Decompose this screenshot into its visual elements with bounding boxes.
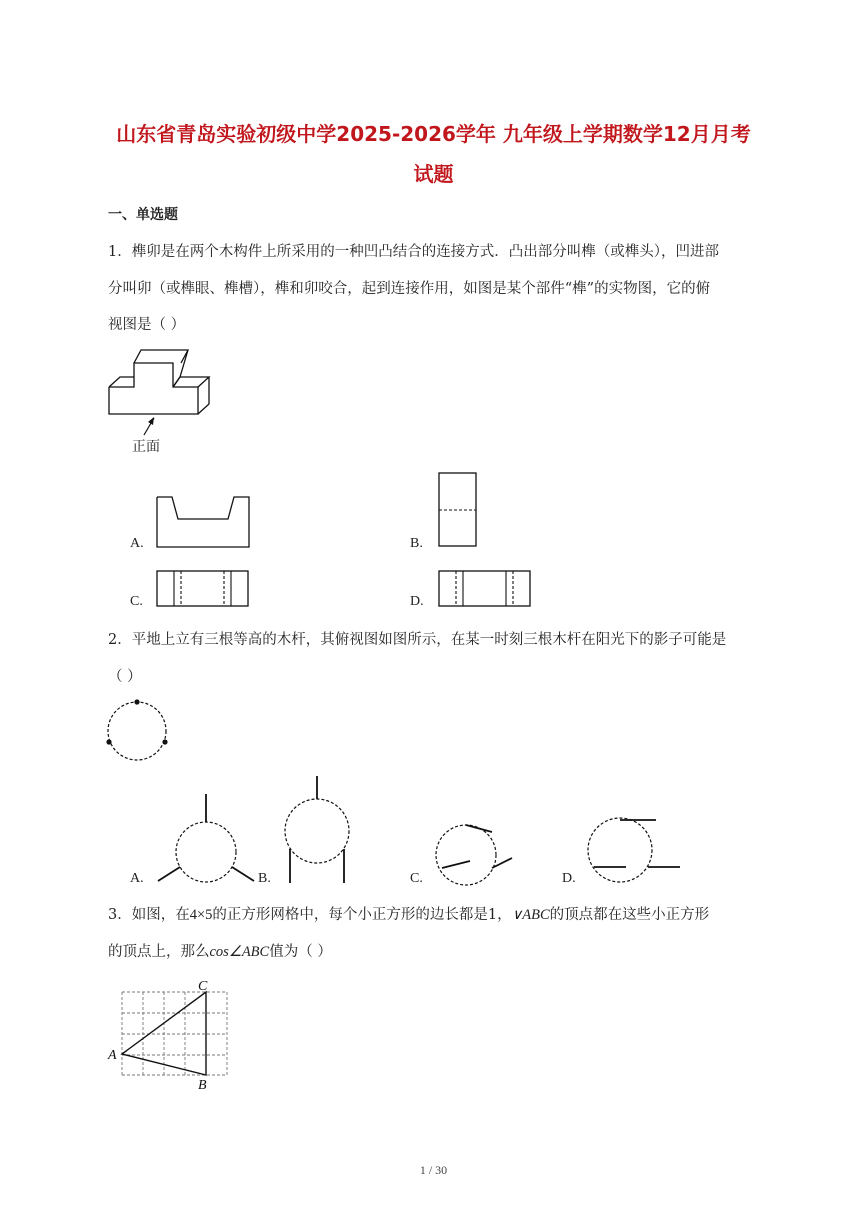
q1-option-c-label[interactable]: C.	[130, 594, 143, 609]
q1-option-b-figure	[438, 472, 478, 548]
q1-option-d-label[interactable]: D.	[410, 594, 424, 609]
q2-option-a-label[interactable]: A.	[130, 871, 144, 886]
q3-text-line2	[108, 940, 332, 961]
q3-grid-expression: 4×5	[189, 907, 213, 923]
q3-middle: 的正方形网格中，每个小正方形的边长都是1，	[212, 907, 512, 923]
q1-option-a-figure	[156, 496, 250, 548]
page-title-continued: 试题	[413, 162, 454, 186]
q2-option-c-label[interactable]: C.	[410, 871, 423, 886]
q1-figure-label: 正面	[132, 439, 160, 455]
q1-option-b-label[interactable]: B.	[410, 536, 423, 551]
page-number: 1 / 30	[419, 1163, 448, 1177]
q3-vertex-c: C	[198, 979, 208, 994]
q2-option-c-figure	[430, 815, 520, 889]
q3-line2-suffix: 值为（ ）	[269, 944, 332, 960]
q1-text-line2: 分叫卯（或榫眼、榫槽），榫和卯咬合，起到连接作用，如图是某个部件“榫”的实物图，它的俯	[108, 281, 711, 297]
q1-option-a-label[interactable]: A.	[130, 536, 144, 551]
q3-triangle-expression: ∨ABC	[511, 907, 550, 923]
q2-option-b-figure	[278, 772, 358, 886]
q2-text-line1: 2．平地上立有三根等高的木杆，其俯视图如图所示，在某一时刻三根木杆在阳光下的影子可能是	[108, 632, 727, 648]
q3-grid-figure	[104, 975, 234, 1095]
q3-text-line1	[108, 903, 709, 924]
q2-option-d-figure	[584, 812, 684, 888]
section-heading: 一、单选题	[108, 207, 178, 223]
q2-option-a-figure	[150, 790, 260, 890]
q2-option-d-label[interactable]: D.	[562, 871, 576, 886]
q3-line2-prefix: 的顶点上，那么	[108, 944, 210, 960]
q1-text-line1: 1．榫卯是在两个木构件上所采用的一种凹凸结合的连接方式．凸出部分叫榫（或榫头），凹进部	[108, 244, 719, 260]
q2-text-line2: （ ）	[108, 669, 142, 685]
q1-tenon-figure	[100, 340, 230, 460]
q3-vertex-b: B	[198, 1078, 207, 1093]
q1-text-line3: 视图是（ ）	[108, 317, 186, 333]
q3-suffix: 的顶点都在这些小正方形	[549, 907, 710, 923]
q1-option-c-figure	[156, 570, 250, 608]
q1-option-d-figure	[438, 570, 532, 608]
page-title: 山东省青岛实验初级中学2025-2026学年 九年级上学期数学12月月考	[116, 122, 751, 146]
q2-top-view-figure	[104, 700, 174, 764]
q3-cos-expression: cos∠ABC	[209, 944, 270, 960]
q3-vertex-a: A	[108, 1048, 117, 1063]
q2-option-b-label[interactable]: B.	[258, 871, 271, 886]
q3-prefix: 3．如图，在	[108, 907, 190, 923]
